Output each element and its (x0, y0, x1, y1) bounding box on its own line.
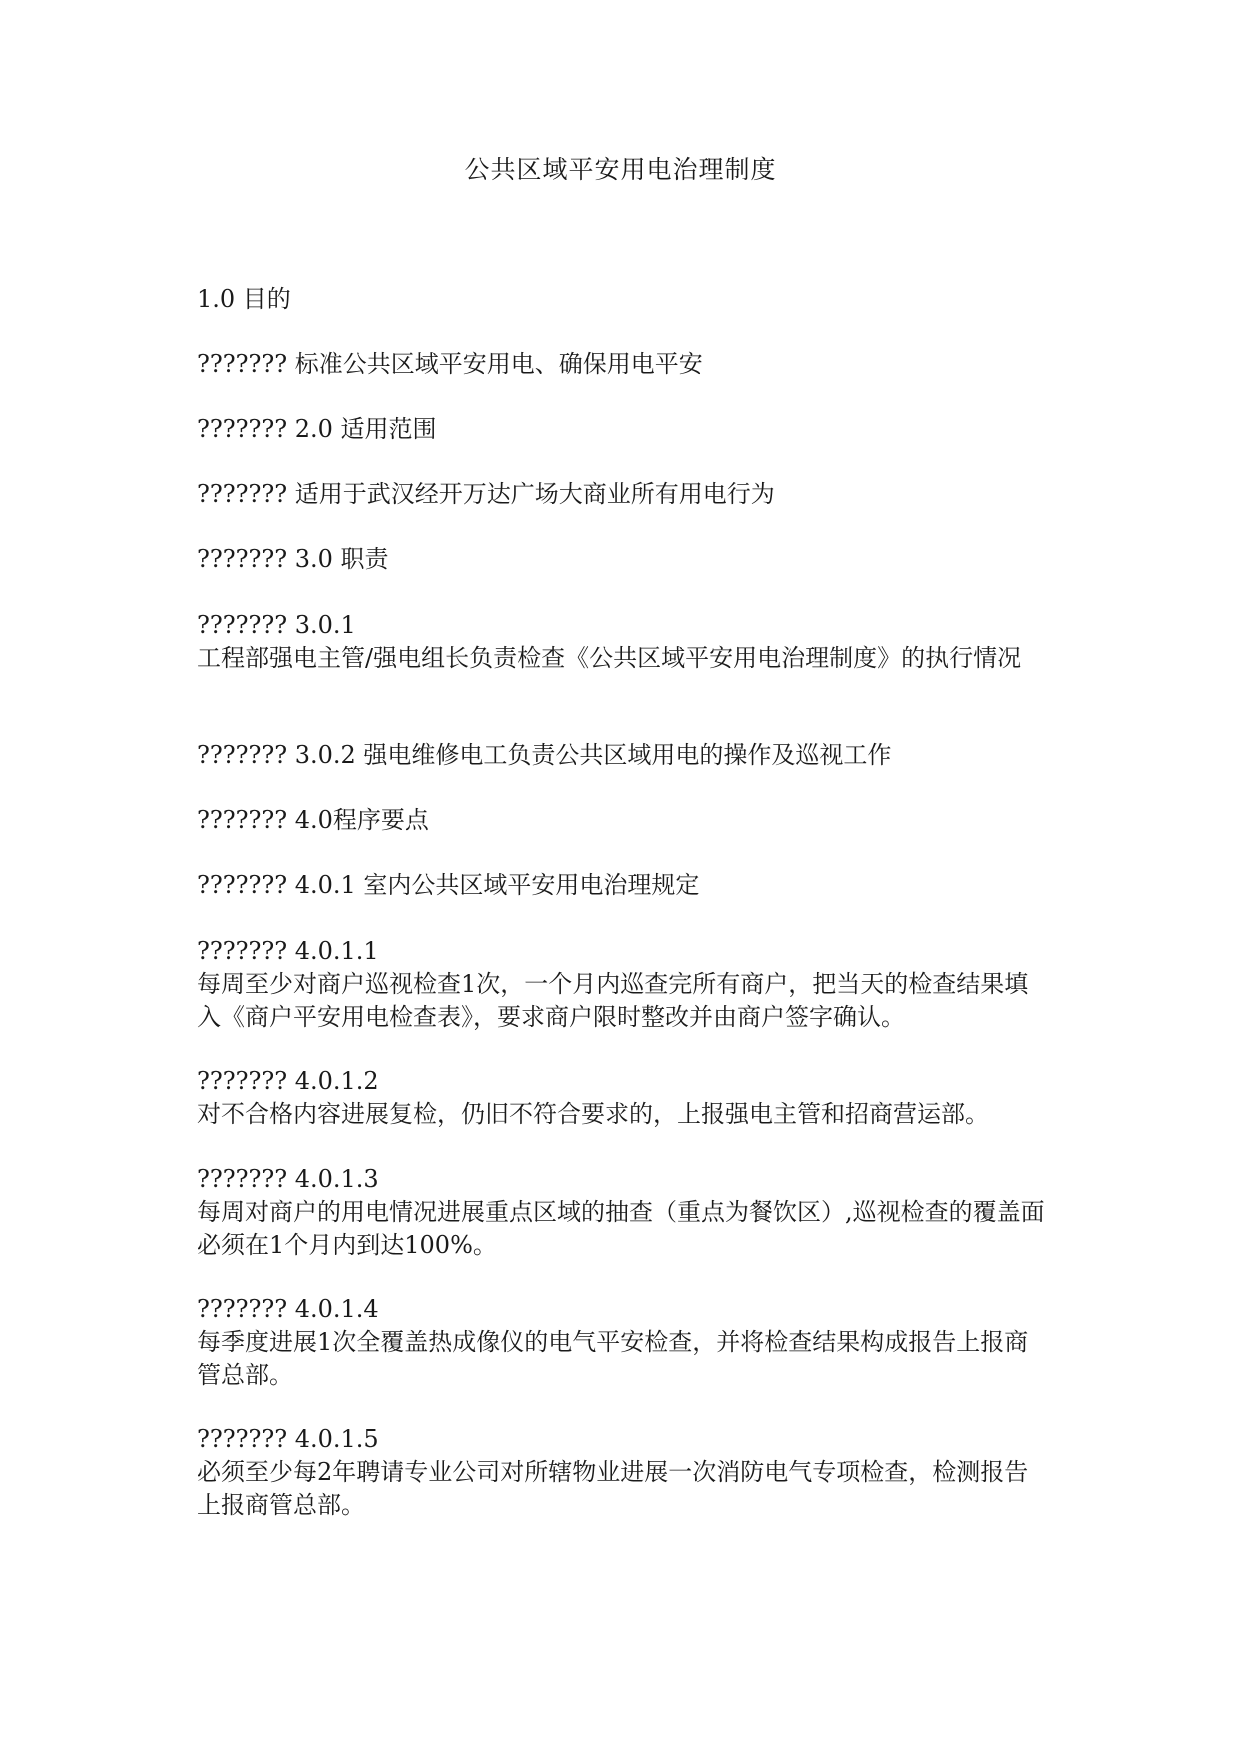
paragraph: 每季度进展1次全覆盖热成像仪的电气平安检查，并将检查结果构成报告上报商管总部。 (197, 1328, 1029, 1389)
paragraph: ??????? 4.0.1.4 (197, 1295, 379, 1323)
document-title: 公共区域平安用电治理制度 (464, 155, 777, 184)
paragraph: ??????? 3.0.1 (197, 611, 356, 639)
paragraph: 1.0 目的 (197, 285, 291, 313)
paragraph: ??????? 4.0程序要点 (197, 806, 429, 834)
paragraph: ??????? 标准公共区域平安用电、确保用电平安 (197, 350, 703, 378)
paragraph: ??????? 4.0.1.1 (197, 937, 379, 965)
paragraph: ??????? 4.0.1 室内公共区域平安用电治理规定 (197, 871, 700, 899)
paragraph: ??????? 2.0 适用范围 (197, 415, 437, 443)
paragraph: ??????? 3.0 职责 (197, 545, 389, 573)
paragraph: ??????? 3.0.2 强电维修电工负责公共区域用电的操作及巡视工作 (197, 741, 892, 769)
paragraph: ??????? 适用于武汉经开万达广场大商业所有用电行为 (197, 480, 775, 508)
paragraph: 每周至少对商户巡视检查1次，一个月内巡查完所有商户，把当天的检查结果填入《商户平安用电检查表》，要求商户限时整改并由商户签字确认。 (197, 970, 1029, 1031)
paragraph: ??????? 4.0.1.3 (197, 1165, 379, 1193)
paragraph: ??????? 4.0.1.5 (197, 1425, 379, 1453)
paragraph: 对不合格内容进展复检，仍旧不符合要求的，上报强电主管和招商营运部。 (197, 1100, 989, 1128)
paragraph: ??????? 4.0.1.2 (197, 1067, 379, 1095)
paragraph: 工程部强电主管/强电组长负责检查《公共区域平安用电治理制度》的执行情况 (197, 644, 1022, 672)
paragraph: 必须至少每2年聘请专业公司对所辖物业进展一次消防电气专项检查，检测报告上报商管总部。 (197, 1458, 1029, 1519)
paragraph: 每周对商户的用电情况进展重点区域的抽查（重点为餐饮区）,巡视检查的覆盖面必须在1个月内到达100%。 (197, 1198, 1045, 1259)
